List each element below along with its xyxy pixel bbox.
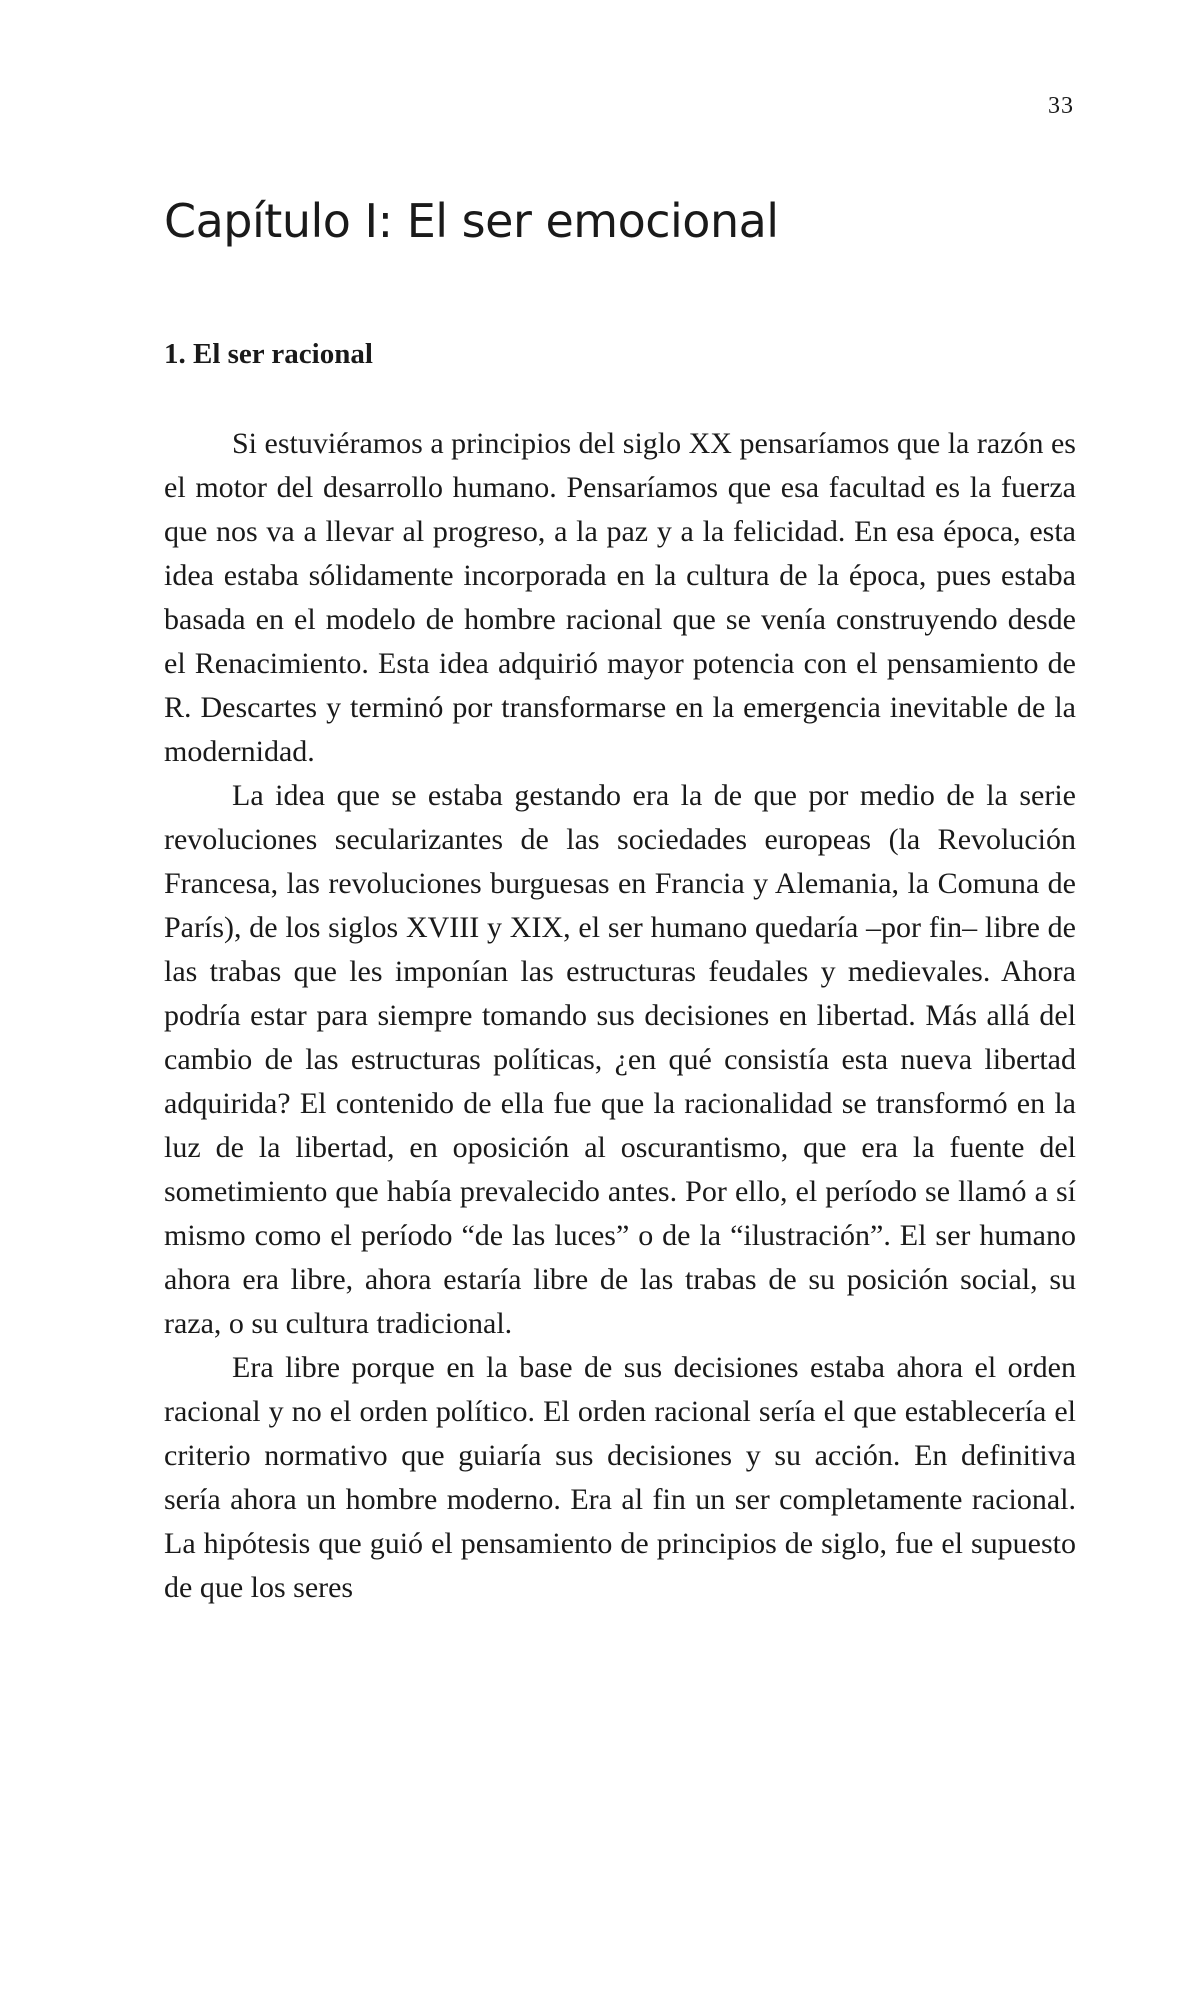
body-text <box>164 422 1076 1610</box>
chapter-title: Capítulo I: El ser emocional <box>164 194 779 248</box>
paragraph: Era libre porque en la base de sus decisiones estaba ahora el orden racional y no el orden político. El orden racional sería el que establecería el criterio normativo que guiaría sus decisiones y su acción. En definitiva sería ahora un hombre moderno. Era al fin un ser completamente racional. La hipótesis que guió el pensamiento de principios de siglo, fue el supuesto de que los seres <box>164 1351 1076 1604</box>
paragraph: Si estuviéramos a principios del siglo XX pensaríamos que la razón es el motor del desarrollo humano. Pensaríamos que esa facultad es la fuerza que nos va a llevar al progreso, a la paz y a la felicidad. En esa época, esta idea estaba sólidamente incorporada en la cultura de la época, pues estaba basada en el modelo de hombre racional que se venía construyendo desde el Renacimiento. Esta idea adquirió mayor potencia con el pensamiento de R. Descartes y terminó por transformarse en la emergencia inevitable de la modernidad. <box>164 427 1076 768</box>
paragraph: La idea que se estaba gestando era la de que por medio de la serie revoluciones secularizantes de las sociedades europeas (la Revolución Francesa, las revoluciones burguesas en Francia y Alemania, la Comuna de París), de los siglos XVIII y XIX, el ser humano quedaría –por fin– libre de las trabas que les imponían las estructuras feudales y medievales. Ahora podría estar para siempre tomando sus decisiones en libertad. Más allá del cambio de las estructuras políticas, ¿en qué consistía esta nueva libertad adquirida? El contenido de ella fue que la racionalidad se transformó en la luz de la libertad, en oposición al oscurantismo, que era la fuente del sometimiento que había prevalecido antes. Por ello, el período se llamó a sí mismo como el período “de las luces” o de la “ilustración”. El ser humano ahora era libre, ahora estaría libre de las trabas de su posición social, su raza, o su cultura tradicional. <box>164 779 1076 1340</box>
page-number: 33 <box>1048 93 1074 119</box>
section-heading: 1. El ser racional <box>164 338 373 370</box>
